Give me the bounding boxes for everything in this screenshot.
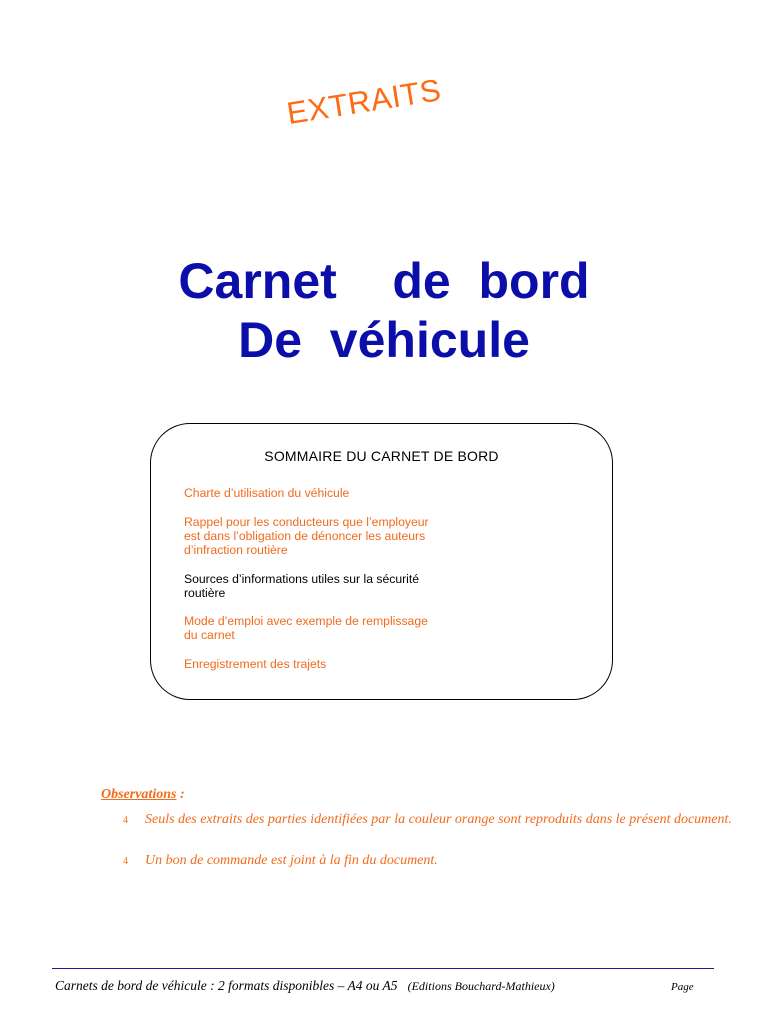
footer-text <box>55 978 555 994</box>
summary-item-sources <box>184 572 482 600</box>
observations-suffix: : <box>176 787 185 802</box>
summary-item-line: d’infraction routière <box>184 543 288 557</box>
summary-item-enregistrement <box>184 657 482 671</box>
bullet-icon: 4 <box>123 815 128 826</box>
summary-box <box>150 423 613 700</box>
footer-publisher: (Editions Bouchard-Mathieux) <box>407 979 555 993</box>
summary-item-line: routière <box>184 586 226 600</box>
summary-item-rappel <box>184 515 482 557</box>
footer-page-label: Page <box>671 981 694 993</box>
footer-rule <box>52 968 714 969</box>
summary-item-line: Mode d’emploi avec exemple de remplissage <box>184 614 428 628</box>
document-title-line2: De véhicule <box>238 312 530 368</box>
summary-item-line: Charte d’utilisation du véhicule <box>184 486 350 500</box>
document-title-line1: Carnet de bord <box>178 253 590 309</box>
observations-label: Observations <box>101 787 177 802</box>
summary-item-charte <box>184 486 482 500</box>
extraits-stamp: EXTRAITS <box>284 72 444 132</box>
summary-item-line: Enregistrement des trajets <box>184 657 327 671</box>
observation-item: Seuls des extraits des parties identifiées par la couleur orange sont reproduits dans le présent document. <box>145 812 732 827</box>
observations-heading <box>101 787 185 803</box>
summary-item-line: du carnet <box>184 628 235 642</box>
summary-item-line: est dans l’obligation de dénoncer les auteurs <box>184 529 426 543</box>
summary-heading: SOMMAIRE DU CARNET DE BORD <box>264 448 499 464</box>
footer-main-text: Carnets de bord de véhicule : 2 formats disponibles – A4 ou A5 <box>55 978 398 993</box>
bullet-icon: 4 <box>123 856 128 867</box>
summary-item-line: Sources d’informations utiles sur la sécurité <box>184 572 420 586</box>
observation-item: Un bon de commande est joint à la fin du document. <box>145 853 438 868</box>
summary-item-mode-emploi <box>184 614 482 642</box>
summary-item-line: Rappel pour les conducteurs que l’employeur <box>184 515 429 529</box>
